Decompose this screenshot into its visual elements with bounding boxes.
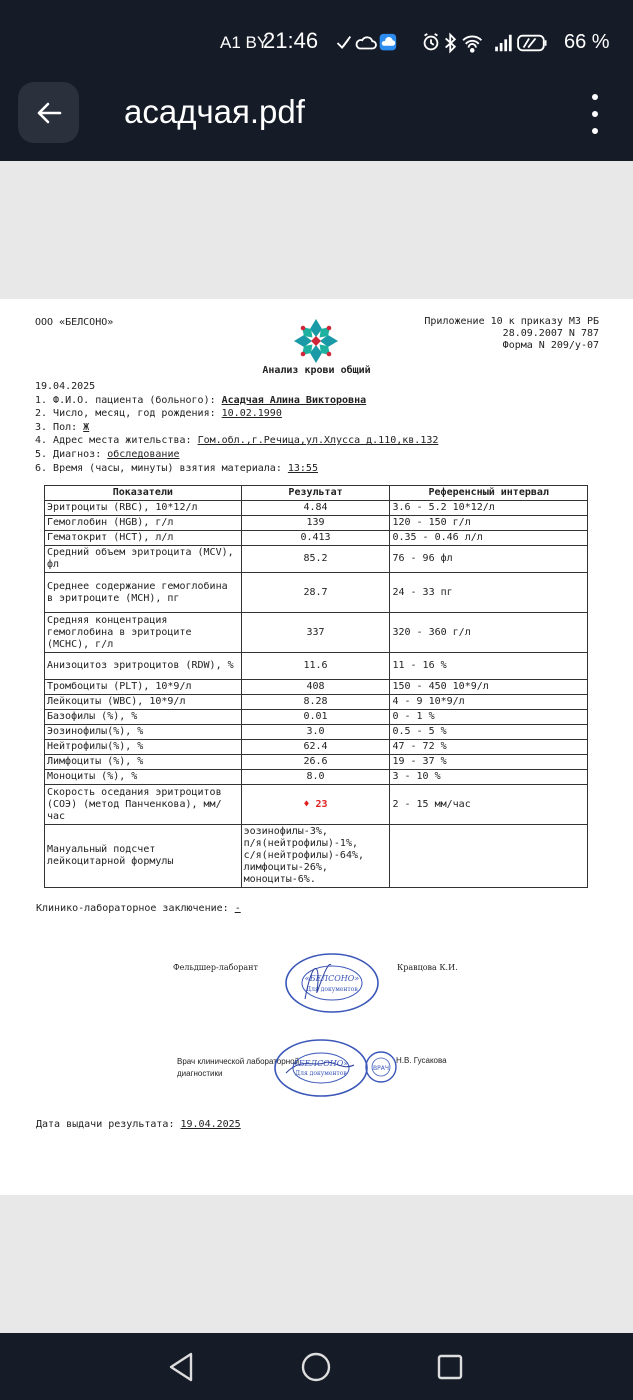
cell-ref: 3 - 10 % xyxy=(390,770,588,785)
table-row xyxy=(45,680,588,695)
table-row xyxy=(45,785,588,825)
cell-name: Эритроциты (RBC), 10*12/л xyxy=(45,501,242,516)
cell-ref: 2 - 15 мм/час xyxy=(390,785,588,825)
column-header: Результат xyxy=(241,486,390,501)
cell-name: Скорость оседания эритроцитов (СОЭ) (метод Панченкова), мм/час xyxy=(45,785,242,825)
cell-value: 62.4 xyxy=(241,740,390,755)
table-row xyxy=(45,770,588,785)
cloud-app-icon xyxy=(380,34,397,51)
conclusion-value: - xyxy=(234,903,241,914)
cell-value: 0.01 xyxy=(241,710,390,725)
cell-name: Тромбоциты (PLT), 10*9/л xyxy=(45,680,242,695)
patient-info xyxy=(35,380,438,475)
bluetooth-icon xyxy=(446,35,455,52)
conclusion: Клинико-лабораторное заключение: - xyxy=(36,903,241,914)
cell-name: Базофилы (%), % xyxy=(45,710,242,725)
cell-manual-formula: эозинофилы-3%, п/я(нейтрофилы)-1%, с/я(нейтрофилы)-64%, лимфоциты-26%, моноциты-6%. xyxy=(241,825,390,888)
navigation-bar xyxy=(0,1333,633,1400)
field-diagnosis: 5. Диагноз: обследование xyxy=(35,448,180,460)
table-row xyxy=(45,546,588,573)
app-bar xyxy=(0,66,633,161)
table-row xyxy=(45,613,588,653)
cloud-icon xyxy=(357,37,376,48)
cell-name: Моноциты (%), % xyxy=(45,770,242,785)
cell-name: Средний объем эритроцита (MCV), фл xyxy=(45,546,242,573)
address-value: Гом.обл.,г.Речица,ул.Хлусса д.110,кв.132 xyxy=(197,435,439,447)
appendix-line: 28.09.2007 N 787 xyxy=(502,328,599,339)
sex-value: Ж xyxy=(83,421,90,433)
cell-ref: 19 - 37 % xyxy=(390,755,588,770)
organization-name: ООО «БЕЛСОНО» xyxy=(35,317,114,328)
cell-ref: 0.5 - 5 % xyxy=(390,725,588,740)
results-table xyxy=(44,485,588,888)
table-row xyxy=(45,573,588,613)
signer1-role: Фельдшер-лаборант xyxy=(173,963,258,972)
cell-ref: 320 - 360 г/л xyxy=(390,613,588,653)
field-patient-name: 1. Ф.И.О. пациента (больного): Асадчая Алина Викторовна xyxy=(35,394,367,406)
issue-date-value: 19.04.2025 xyxy=(180,1119,241,1130)
table-row xyxy=(45,740,588,755)
arrow-left-icon xyxy=(36,102,62,124)
cell-name: Анизоцитоз эритроцитов (RDW), % xyxy=(45,653,242,680)
cell-value: 337 xyxy=(241,613,390,653)
cell-ref: 150 - 450 10*9/л xyxy=(390,680,588,695)
table-row xyxy=(45,501,588,516)
document-title: асадчая.pdf xyxy=(124,93,305,130)
svg-text:«БЕЛСОНО»: «БЕЛСОНО» xyxy=(304,974,360,983)
cell-ref: 0 - 1 % xyxy=(390,710,588,725)
table-row xyxy=(45,695,588,710)
cell-ref: 11 - 16 % xyxy=(390,653,588,680)
birth-date-value: 10.02.1990 xyxy=(221,408,282,420)
signal-icon xyxy=(495,35,512,52)
cell-ref: 3.6 - 5.2 10*12/л xyxy=(390,501,588,516)
cell-name: Нейтрофилы(%), % xyxy=(45,740,242,755)
battery-percent: 66 % xyxy=(564,31,610,53)
cell-ref: 4 - 9 10*9/л xyxy=(390,695,588,710)
svg-text:Для документов: Для документов xyxy=(306,986,358,993)
field-address: 4. Адрес места жительства: Гом.обл.,г.Речица,ул.Хлусса д.110,кв.132 xyxy=(35,435,439,447)
cell-value: 3.0 xyxy=(241,725,390,740)
table-row xyxy=(45,531,588,546)
cell-value: 11.6 xyxy=(241,653,390,680)
diagnosis-value: обследование xyxy=(107,448,180,460)
cell-name: Эозинофилы(%), % xyxy=(45,725,242,740)
cell-value: 4.84 xyxy=(241,501,390,516)
wifi-icon xyxy=(463,36,481,51)
cell-value: 0.413 xyxy=(241,531,390,546)
issue-date: Дата выдачи результата: 19.04.2025 xyxy=(36,1119,241,1130)
cell-value: 8.28 xyxy=(241,695,390,710)
cell-name: Лимфоциты (%), % xyxy=(45,755,242,770)
nav-recents-icon[interactable] xyxy=(433,1350,467,1384)
cell-value: 26.6 xyxy=(241,755,390,770)
alarm-icon xyxy=(425,34,438,50)
belsono-logo xyxy=(292,317,340,365)
nav-home-icon[interactable] xyxy=(299,1350,333,1384)
svg-text:ВРАЧ: ВРАЧ xyxy=(373,1065,389,1072)
status-icons xyxy=(324,32,560,54)
stamp-seal-1 xyxy=(283,951,381,1015)
cell-value: 139 xyxy=(241,516,390,531)
nav-back-icon[interactable] xyxy=(165,1350,199,1384)
pdf-page[interactable] xyxy=(0,299,633,1195)
battery-icon xyxy=(518,36,546,51)
table-row-manual-count xyxy=(45,825,588,888)
cell-value: 85.2 xyxy=(241,546,390,573)
more-options-button[interactable] xyxy=(578,94,612,134)
cell-name: Мануальный подсчет лейкоцитарной формулы xyxy=(45,825,242,888)
signer2-role: Врач клинической лабораторной диагностики xyxy=(177,1057,300,1078)
report-date: 19.04.2025 xyxy=(35,381,96,392)
status-bar xyxy=(0,0,633,66)
cell-name: Гемоглобин (HGB), г/л xyxy=(45,516,242,531)
cell-ref: 24 - 33 пг xyxy=(390,573,588,613)
field-sample-time: 6. Время (часы, минуты) взятия материала: 13:55 xyxy=(35,462,318,474)
column-header: Референсный интервал xyxy=(390,486,588,501)
carrier-label: A1 BY xyxy=(220,33,269,52)
patient-name-value: Асадчая Алина Викторовна xyxy=(221,394,367,406)
signer1-name: Кравцова К.И. xyxy=(397,963,458,972)
appendix-block xyxy=(424,316,599,352)
sample-time-value: 13:55 xyxy=(287,462,318,474)
more-vert-icon xyxy=(592,94,598,100)
stamp-seal-3 xyxy=(364,1050,398,1084)
cell-ref: 76 - 96 фл xyxy=(390,546,588,573)
report-title: Анализ крови общий xyxy=(262,365,371,376)
cell-name: Лейкоциты (WBC), 10*9/л xyxy=(45,695,242,710)
appendix-line: Приложение 10 к приказу МЗ РБ xyxy=(424,316,599,327)
table-row xyxy=(45,755,588,770)
table-row xyxy=(45,710,588,725)
cell-value: 408 xyxy=(241,680,390,695)
table-row xyxy=(45,653,588,680)
field-sex: 3. Пол: Ж xyxy=(35,421,90,433)
appendix-line: Форма N 209/у-07 xyxy=(502,340,599,351)
svg-text:«БЕЛСОНО»: «БЕЛСОНО» xyxy=(293,1059,349,1068)
table-header-row xyxy=(45,486,588,501)
cell-value: 28.7 xyxy=(241,573,390,613)
cell-ref: 47 - 72 % xyxy=(390,740,588,755)
cell-name: Средняя концентрация гемоглобина в эритроците (MCHC), г/л xyxy=(45,613,242,653)
stamp-seal-2 xyxy=(272,1037,370,1099)
cell-ref: 0.35 - 0.46 л/л xyxy=(390,531,588,546)
table-row xyxy=(45,516,588,531)
signer2-name: Н.В. Гусакова xyxy=(396,1056,447,1065)
column-header: Показатели xyxy=(45,486,242,501)
cell-ref xyxy=(390,825,588,888)
back-button[interactable] xyxy=(18,82,79,143)
cell-value: 8.0 xyxy=(241,770,390,785)
cell-ref: 120 - 150 г/л xyxy=(390,516,588,531)
svg-text:Для документов: Для документов xyxy=(295,1070,347,1077)
cell-name: Среднее содержание гемоглобина в эритроците (MCH), пг xyxy=(45,573,242,613)
cell-name: Гематокрит (HCT), л/л xyxy=(45,531,242,546)
cell-value-flagged-high: ♦ 23 xyxy=(241,785,390,825)
field-birth-date: 2. Число, месяц, год рождения: 10.02.1990 xyxy=(35,408,282,420)
clock: 21:46 xyxy=(263,28,319,53)
tiktok-icon xyxy=(338,37,351,48)
table-row xyxy=(45,725,588,740)
